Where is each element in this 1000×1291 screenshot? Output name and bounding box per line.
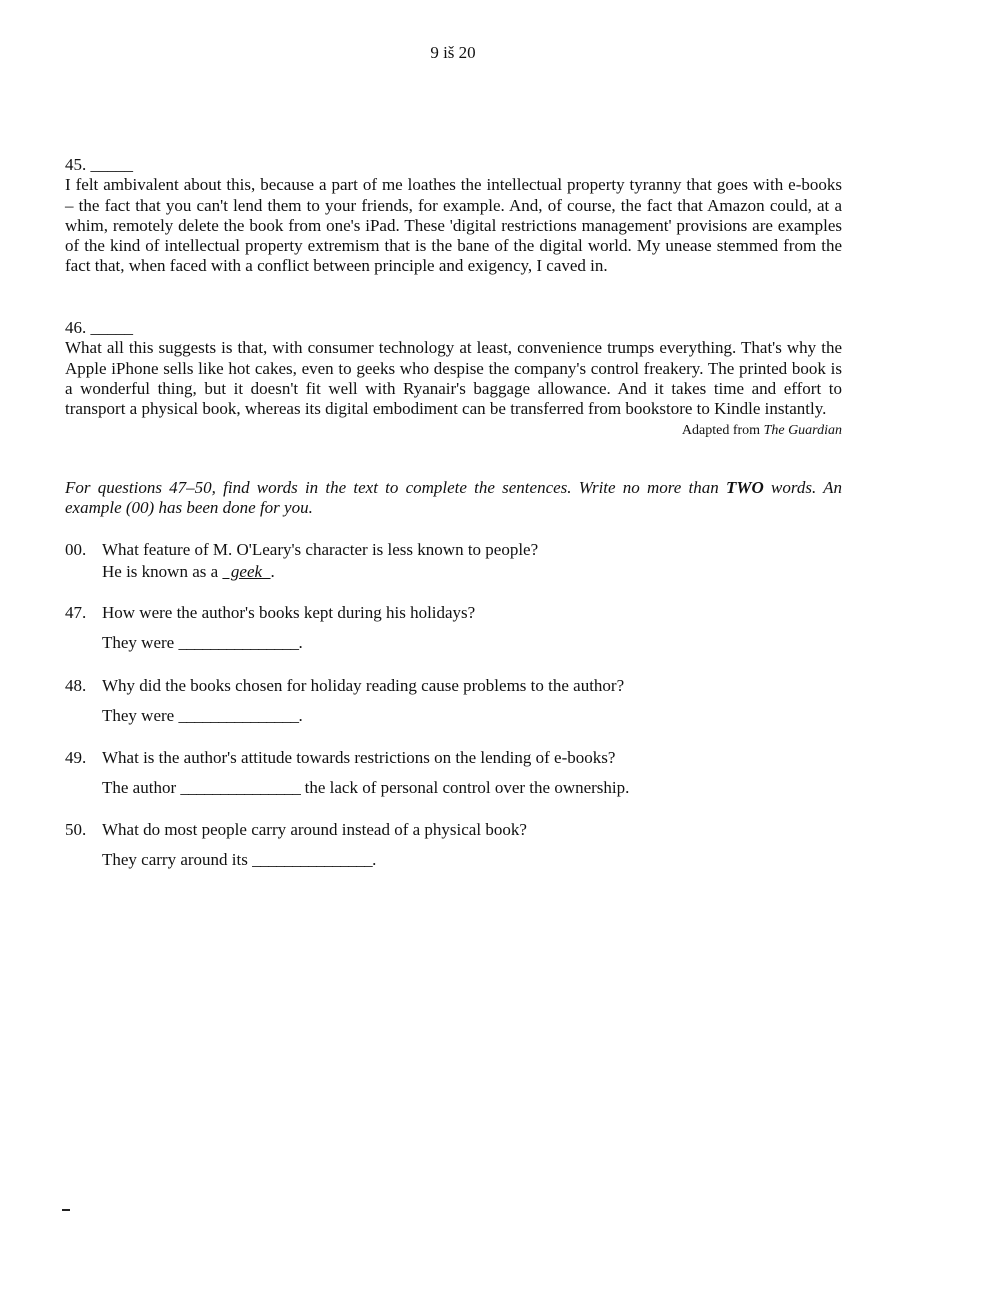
paragraph-text: I felt ambivalent about this, because a part of me loathes the intellectual property tyranny that goes with e-books – the fact that you can't lend them to your friends, for example. And, of course, the fact that Amazon could, at a whim, remotely delete the book from one's iPad. These 'digital restrictions management' provisions are examples of the kind of intellectual property extremism that is the bane of the digital world. My unease stemmed from the fact that, when faced with a conflict between principle and exigency, I caved in. (65, 175, 842, 276)
answer-line (102, 706, 845, 726)
page-mark (62, 1209, 70, 1211)
answer-blank[interactable]: _______________ (180, 778, 301, 798)
question-text: What do most people carry around instead of a physical book? (102, 820, 527, 839)
instructions-text-2: words. An example (00) has been done for you. (65, 478, 842, 518)
question-48 (65, 676, 845, 727)
question-number: 00. (65, 540, 87, 559)
source-name: The Guardian (763, 423, 842, 439)
answer-suffix: the lack of personal control over the ownership. (300, 778, 630, 798)
source-prefix: Adapted from (681, 423, 764, 439)
question-50 (65, 820, 845, 871)
question-number: 50. (65, 820, 87, 839)
question-number: 47. (65, 603, 87, 622)
question-49 (65, 748, 845, 799)
example-answer (102, 562, 845, 582)
answer-line (102, 850, 845, 870)
answer-blank[interactable]: _______________ (178, 633, 299, 653)
answer-line (102, 778, 845, 798)
answer-suffix: . (372, 850, 377, 870)
answer-prefix: They carry around its (102, 850, 253, 870)
answer-blank[interactable]: _______________ (178, 706, 299, 726)
instructions-emphasis: TWO (726, 478, 764, 497)
answer-suffix: . (298, 633, 303, 653)
question-text: Why did the books chosen for holiday reading cause problems to the author? (102, 676, 625, 695)
answer-blank[interactable]: _______________ (252, 850, 373, 870)
source-attribution (65, 421, 842, 441)
answer-line (102, 633, 845, 653)
answer-prefix: They were (102, 633, 179, 653)
question-text: What feature of M. O'Leary's character is less known to people? (102, 540, 539, 559)
question-number: 48. (65, 676, 87, 695)
paragraph-46 (65, 318, 842, 442)
question-47 (65, 603, 845, 654)
paragraph-number: 45. _____ (65, 155, 133, 174)
answer-prefix: He is known as a (102, 562, 223, 582)
paragraph-number: 46. _____ (65, 318, 133, 337)
instructions (65, 478, 842, 519)
paragraph-45 (65, 155, 842, 277)
question-number: 49. (65, 748, 87, 767)
question-text: What is the author's attitude towards restrictions on the lending of e-books? (102, 748, 616, 767)
question-text: How were the author's books kept during his holidays? (102, 603, 476, 622)
answer-prefix: The author (102, 778, 181, 798)
question-00 (65, 540, 845, 583)
answer-prefix: They were (102, 706, 179, 726)
example-answer-word: geek (222, 562, 271, 582)
paragraph-text: What all this suggests is that, with consumer technology at least, convenience trumps everything. That's why the Apple iPhone sells like hot cakes, even to geeks who despise the company's control freakery. The printed book is a wonderful thing, but it doesn't fit well with Ryanair's baggage allowance. And it takes time and effort to transport a physical book, whereas its digital embodiment can be transferred from bookstore to Kindle instantly. (65, 338, 842, 419)
page-number: 9 iš 20 (430, 43, 476, 62)
answer-suffix: . (270, 562, 275, 582)
instructions-text-1: For questions 47–50, find words in the text to complete the sentences. Write no more than (65, 478, 726, 497)
answer-suffix: . (298, 706, 303, 726)
